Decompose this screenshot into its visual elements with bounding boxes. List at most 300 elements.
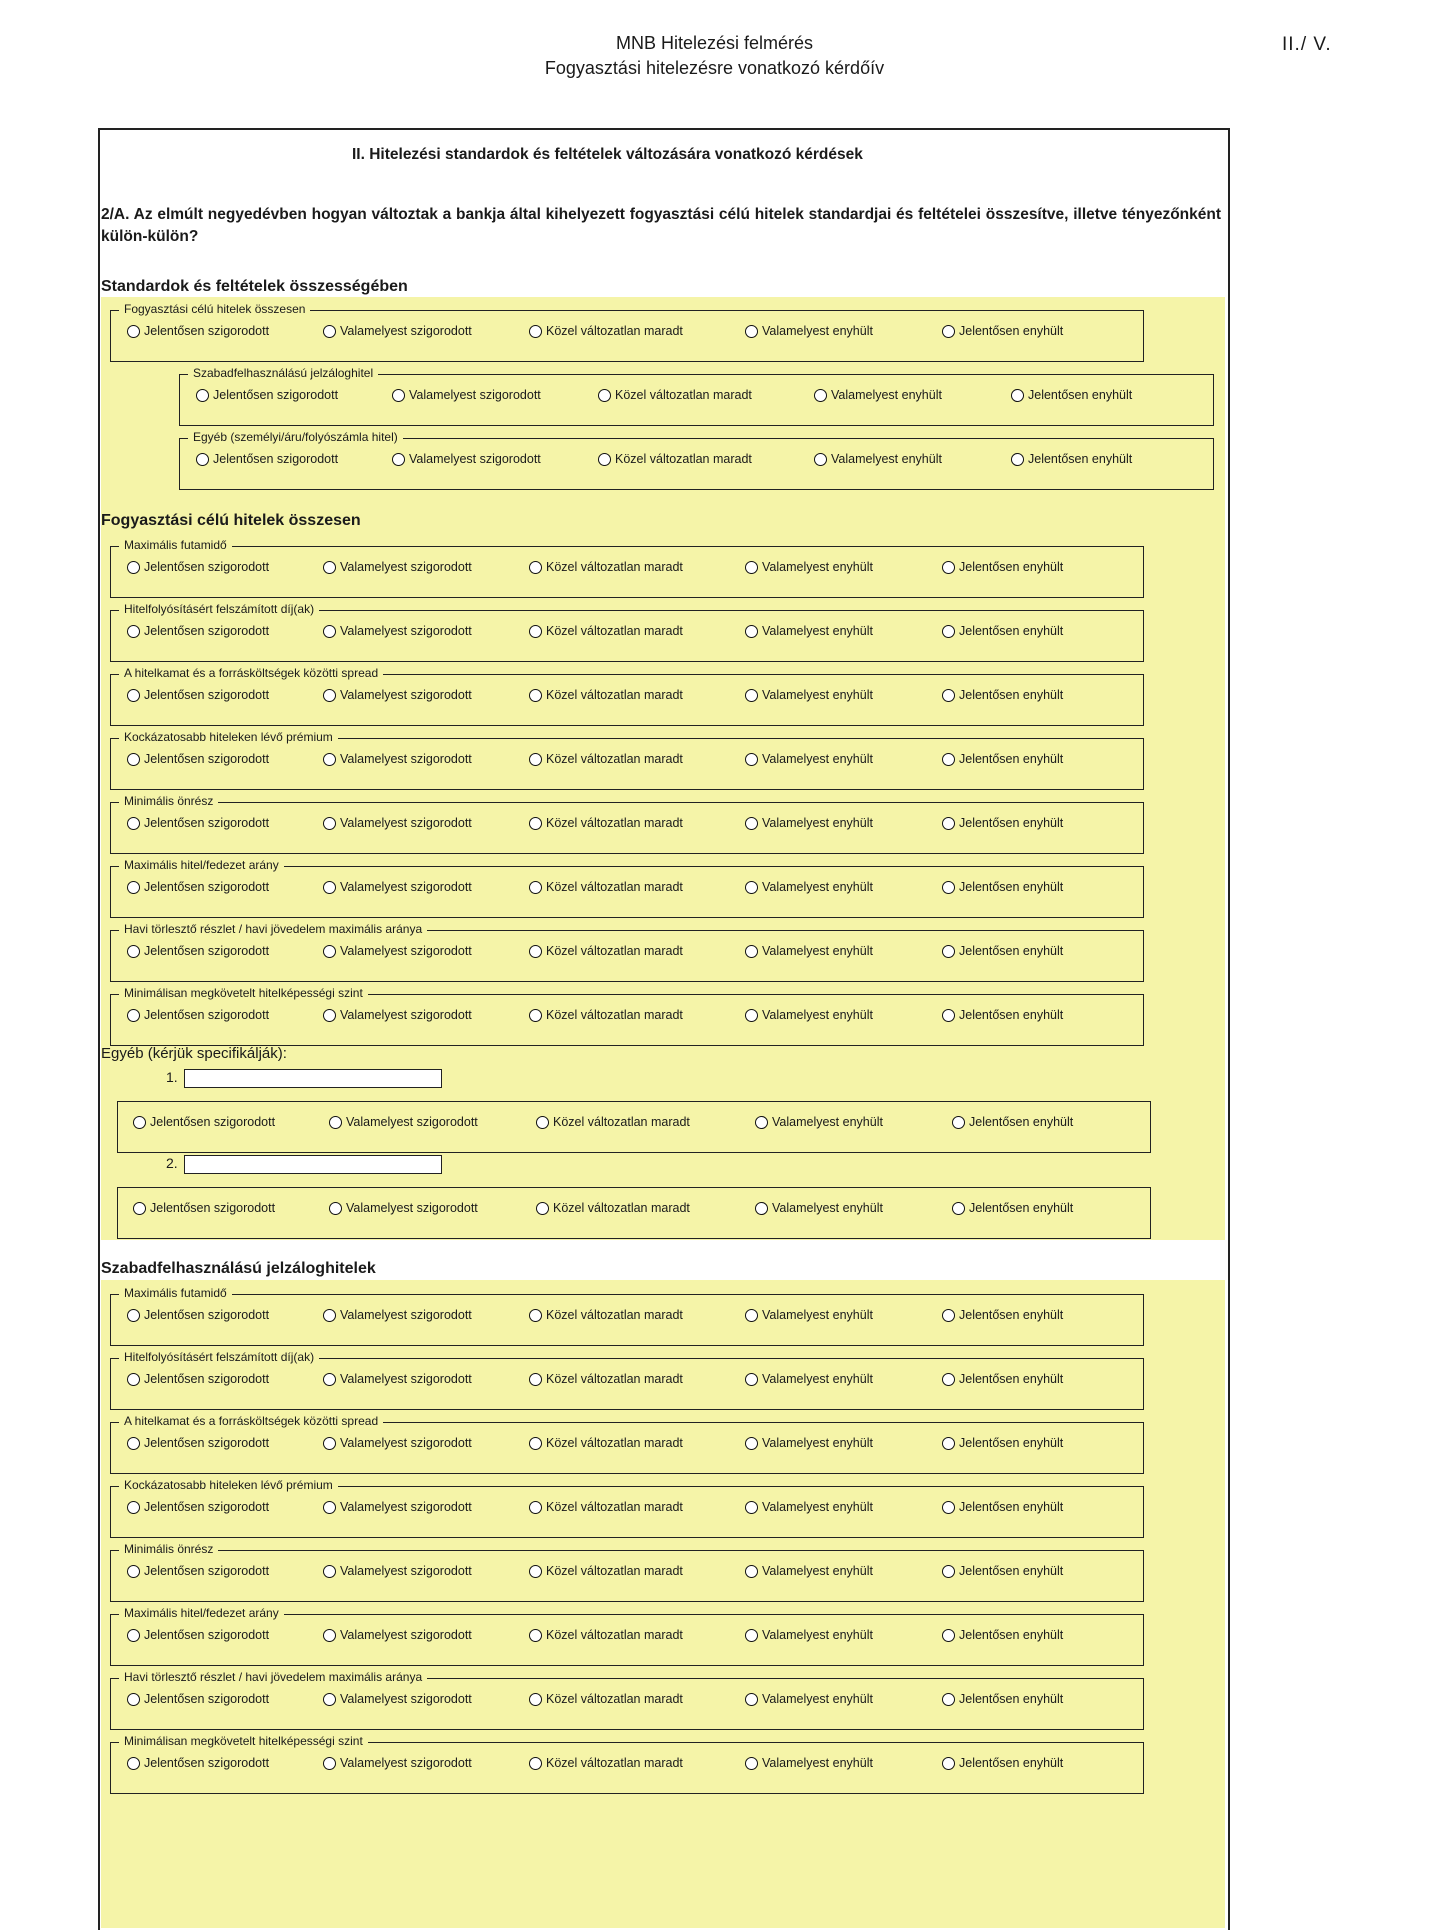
radio-option[interactable] [814,452,942,466]
radio-option[interactable] [942,752,1063,766]
radio-group [110,1350,1144,1410]
radio-option[interactable] [745,1500,873,1514]
radio-group [117,1101,1151,1153]
radio-option[interactable] [745,560,873,574]
radio-button[interactable] [392,389,405,402]
radio-option[interactable] [942,1372,1063,1386]
radio-option[interactable] [133,1201,275,1215]
radio-option-label: Jelentősen szigorodott [144,1692,270,1706]
radio-option-label: Jelentősen szigorodott [144,1564,270,1578]
radio-button[interactable] [745,1565,758,1578]
radio-option[interactable] [745,752,873,766]
radio-button[interactable] [529,1309,542,1322]
radio-button[interactable] [942,1009,955,1022]
radio-option[interactable] [127,944,269,958]
radio-button[interactable] [942,1629,955,1642]
radio-option[interactable] [529,624,683,638]
radio-option[interactable] [598,388,752,402]
radio-option[interactable] [745,624,873,638]
radio-button[interactable] [942,881,955,894]
radio-button[interactable] [745,753,758,766]
radio-option-label: Jelentősen enyhült [959,880,1064,894]
radio-option[interactable] [942,1756,1063,1770]
radio-option[interactable] [942,1008,1063,1022]
radio-button[interactable] [323,753,336,766]
radio-option[interactable] [529,944,683,958]
radio-option[interactable] [942,688,1063,702]
radio-option-label: Jelentősen enyhült [959,688,1064,702]
radio-option[interactable] [127,1564,269,1578]
radio-option[interactable] [942,1628,1063,1642]
radio-button[interactable] [529,325,542,338]
radio-button[interactable] [127,1437,140,1450]
radio-option-label: Valamelyest enyhült [762,880,873,894]
radio-option-label: Jelentősen szigorodott [144,324,270,338]
radio-option[interactable] [745,816,873,830]
radio-option-label: Közel változatlan maradt [615,388,752,402]
radio-option[interactable] [952,1115,1073,1129]
radio-option[interactable] [529,1564,683,1578]
radio-option-label: Jelentősen enyhült [959,1756,1064,1770]
radio-option[interactable] [529,1756,683,1770]
other-specify-label: Egyéb (kérjük specifikálják): [101,1045,287,1062]
radio-option-label: Valamelyest enyhült [762,1436,873,1450]
radio-button[interactable] [529,881,542,894]
radio-option-label: Valamelyest szigorodott [340,1500,472,1514]
radio-option[interactable] [745,1008,873,1022]
radio-option-label: Valamelyest szigorodott [340,944,472,958]
radio-option-label: Jelentősen szigorodott [150,1201,276,1215]
radio-group [110,1542,1144,1602]
radio-button[interactable] [127,945,140,958]
radio-option[interactable] [127,1372,269,1386]
radio-option[interactable] [942,880,1063,894]
radio-option[interactable] [529,1500,683,1514]
radio-group-legend: Minimális önrész [119,1541,218,1557]
radio-button[interactable] [127,753,140,766]
radio-button[interactable] [745,561,758,574]
radio-button[interactable] [942,1565,955,1578]
radio-button[interactable] [127,881,140,894]
radio-option[interactable] [133,1115,275,1129]
radio-button[interactable] [942,817,955,830]
radio-button[interactable] [329,1116,342,1129]
radio-option[interactable] [529,752,683,766]
radio-button[interactable] [127,561,140,574]
radio-group [110,666,1144,726]
radio-option-label: Valamelyest enyhült [772,1201,883,1215]
radio-button[interactable] [127,1309,140,1322]
radio-group-legend: Kockázatosabb hiteleken lévő prémium [119,729,338,745]
other-item-number: 1. [166,1069,178,1085]
radio-option-label: Jelentősen enyhült [959,752,1064,766]
radio-option[interactable] [127,324,269,338]
radio-option[interactable] [745,688,873,702]
radio-button[interactable] [323,325,336,338]
radio-option[interactable] [755,1201,883,1215]
radio-option[interactable] [127,1628,269,1642]
radio-option-label: Közel változatlan maradt [546,1372,683,1386]
radio-option[interactable] [127,1436,269,1450]
radio-button[interactable] [814,453,827,466]
radio-button[interactable] [392,453,405,466]
radio-button[interactable] [323,625,336,638]
radio-option-label: Jelentősen szigorodott [144,752,270,766]
radio-button[interactable] [942,1501,955,1514]
radio-button[interactable] [952,1202,965,1215]
radio-option[interactable] [127,880,269,894]
radio-option-label: Valamelyest enyhült [762,324,873,338]
radio-option[interactable] [323,1692,472,1706]
radio-option-label: Valamelyest enyhült [762,1008,873,1022]
radio-button[interactable] [127,625,140,638]
radio-button[interactable] [745,945,758,958]
radio-button[interactable] [942,625,955,638]
radio-option[interactable] [745,1692,873,1706]
radio-option-label: Közel változatlan maradt [546,1308,683,1322]
radio-option-label: Valamelyest enyhült [762,944,873,958]
radio-option[interactable] [529,324,683,338]
radio-button[interactable] [942,1757,955,1770]
radio-option[interactable] [745,1372,873,1386]
radio-option-label: Valamelyest enyhült [762,624,873,638]
radio-button[interactable] [529,1501,542,1514]
radio-option[interactable] [942,1692,1063,1706]
radio-button[interactable] [745,881,758,894]
radio-option-label: Valamelyest enyhült [762,1308,873,1322]
radio-option-label: Jelentősen szigorodott [150,1115,276,1129]
radio-button[interactable] [745,689,758,702]
radio-button[interactable] [323,561,336,574]
radio-option-label: Jelentősen enyhült [969,1201,1074,1215]
radio-option[interactable] [942,560,1063,574]
radio-button[interactable] [529,689,542,702]
radio-button[interactable] [952,1116,965,1129]
radio-option[interactable] [329,1201,478,1215]
radio-button[interactable] [196,453,209,466]
radio-option[interactable] [1011,388,1132,402]
radio-group-legend: Hitelfolyósításért felszámított díj(ak) [119,601,319,617]
radio-group [179,366,1214,426]
radio-option-label: Közel változatlan maradt [546,1436,683,1450]
radio-button[interactable] [1011,453,1024,466]
radio-option[interactable] [323,1564,472,1578]
radio-button[interactable] [942,1309,955,1322]
radio-option[interactable] [127,560,269,574]
radio-option[interactable] [323,1500,472,1514]
radio-option[interactable] [598,452,752,466]
radio-button[interactable] [942,1437,955,1450]
radio-option-label: Jelentősen enyhült [959,1500,1064,1514]
radio-option-label: Jelentősen szigorodott [144,1756,270,1770]
radio-button[interactable] [536,1202,549,1215]
radio-button[interactable] [942,325,955,338]
radio-option[interactable] [529,688,683,702]
radio-option[interactable] [329,1115,478,1129]
radio-button[interactable] [745,1501,758,1514]
radio-option[interactable] [323,816,472,830]
radio-option[interactable] [529,1008,683,1022]
radio-option[interactable] [127,816,269,830]
radio-option-label: Valamelyest szigorodott [409,388,541,402]
radio-button[interactable] [942,1373,955,1386]
radio-button[interactable] [127,1373,140,1386]
radio-option-label: Jelentősen enyhült [959,1436,1064,1450]
radio-group-legend: Szabadfelhasználású jelzáloghitel [188,365,378,381]
radio-option[interactable] [323,1008,472,1022]
radio-option-label: Valamelyest szigorodott [340,1436,472,1450]
radio-option[interactable] [127,1692,269,1706]
radio-button[interactable] [529,945,542,958]
radio-button[interactable] [745,1309,758,1322]
radio-group [110,986,1144,1046]
radio-option-label: Jelentősen szigorodott [144,1436,270,1450]
radio-button[interactable] [536,1116,549,1129]
radio-option[interactable] [942,1436,1063,1450]
radio-option[interactable] [196,388,338,402]
radio-group [110,1606,1144,1666]
radio-option-label: Jelentősen enyhült [959,816,1064,830]
radio-button[interactable] [196,389,209,402]
radio-option[interactable] [529,1372,683,1386]
radio-button[interactable] [529,561,542,574]
radio-button[interactable] [529,1565,542,1578]
radio-button[interactable] [323,1693,336,1706]
radio-button[interactable] [529,1693,542,1706]
radio-group [110,922,1144,982]
radio-button[interactable] [133,1116,146,1129]
radio-button[interactable] [329,1202,342,1215]
radio-button[interactable] [323,1757,336,1770]
radio-option[interactable] [323,624,472,638]
radio-button[interactable] [942,945,955,958]
radio-option[interactable] [323,1308,472,1322]
radio-option[interactable] [323,560,472,574]
radio-option[interactable] [323,688,472,702]
radio-button[interactable] [942,753,955,766]
radio-option[interactable] [1011,452,1132,466]
radio-button[interactable] [598,389,611,402]
radio-option-label: Valamelyest szigorodott [340,752,472,766]
radio-option-label: Jelentősen szigorodott [213,452,339,466]
radio-option-label: Jelentősen szigorodott [144,1308,270,1322]
radio-option[interactable] [127,752,269,766]
radio-option[interactable] [127,1756,269,1770]
radio-option[interactable] [323,1756,472,1770]
radio-option[interactable] [323,944,472,958]
radio-option[interactable] [529,1692,683,1706]
radio-option[interactable] [127,1008,269,1022]
radio-option-label: Valamelyest szigorodott [340,1756,472,1770]
radio-group-legend: Havi törlesztő részlet / havi jövedelem maximális aránya [119,1669,427,1685]
radio-button[interactable] [942,561,955,574]
radio-button[interactable] [745,817,758,830]
radio-group [110,1734,1144,1794]
radio-option[interactable] [196,452,338,466]
radio-option[interactable] [529,1308,683,1322]
radio-option[interactable] [323,880,472,894]
radio-button[interactable] [127,1757,140,1770]
radio-option[interactable] [745,944,873,958]
radio-option[interactable] [127,688,269,702]
radio-group [110,538,1144,598]
radio-option[interactable] [745,1308,873,1322]
radio-option-label: Közel változatlan maradt [546,560,683,574]
radio-option-label: Valamelyest enyhült [762,752,873,766]
radio-button[interactable] [942,689,955,702]
radio-button[interactable] [529,1757,542,1770]
radio-option[interactable] [942,624,1063,638]
other-specify-input-1[interactable] [184,1069,442,1088]
radio-button[interactable] [323,945,336,958]
radio-button[interactable] [1011,389,1024,402]
radio-button[interactable] [755,1202,768,1215]
radio-option[interactable] [323,1372,472,1386]
radio-option[interactable] [127,1500,269,1514]
radio-button[interactable] [745,325,758,338]
radio-button[interactable] [127,1693,140,1706]
radio-option-label: Jelentősen enyhült [959,1628,1064,1642]
radio-button[interactable] [745,1757,758,1770]
radio-option[interactable] [529,1436,683,1450]
radio-option[interactable] [529,816,683,830]
radio-option-label: Valamelyest enyhült [762,1756,873,1770]
radio-button[interactable] [127,1629,140,1642]
radio-button[interactable] [745,1009,758,1022]
radio-option[interactable] [323,1628,472,1642]
other-specify-input-2[interactable] [184,1155,442,1174]
radio-group-legend: Fogyasztási célú hitelek összesen [119,301,310,317]
radio-button[interactable] [323,1437,336,1450]
radio-option[interactable] [536,1115,690,1129]
radio-button[interactable] [127,1565,140,1578]
radio-option[interactable] [745,324,873,338]
radio-button[interactable] [598,453,611,466]
radio-option[interactable] [745,880,873,894]
radio-option[interactable] [392,452,541,466]
radio-option[interactable] [392,388,541,402]
radio-option-label: Valamelyest szigorodott [340,1372,472,1386]
radio-option[interactable] [127,624,269,638]
radio-option-label: Közel változatlan maradt [546,688,683,702]
radio-option-label: Valamelyest enyhült [772,1115,883,1129]
radio-option[interactable] [127,1308,269,1322]
radio-option-label: Valamelyest enyhült [762,688,873,702]
radio-button[interactable] [323,1309,336,1322]
radio-option-label: Jelentősen enyhült [959,1008,1064,1022]
radio-button[interactable] [127,1009,140,1022]
radio-option[interactable] [942,944,1063,958]
radio-option-label: Közel változatlan maradt [546,1008,683,1022]
radio-option[interactable] [529,880,683,894]
radio-option[interactable] [942,1500,1063,1514]
radio-button[interactable] [529,625,542,638]
radio-button[interactable] [529,817,542,830]
radio-button[interactable] [323,817,336,830]
radio-option-label: Valamelyest szigorodott [340,624,472,638]
radio-button[interactable] [745,1373,758,1386]
radio-group-legend: Maximális futamidő [119,537,232,553]
radio-button[interactable] [745,1693,758,1706]
radio-option[interactable] [755,1115,883,1129]
radio-button[interactable] [529,1437,542,1450]
radio-option-label: Közel változatlan maradt [553,1201,690,1215]
radio-button[interactable] [323,1009,336,1022]
radio-button[interactable] [529,1373,542,1386]
radio-group-legend: A hitelkamat és a forrásköltségek közötti spread [119,665,383,681]
radio-option[interactable] [529,1628,683,1642]
radio-option[interactable] [942,324,1063,338]
radio-button[interactable] [127,325,140,338]
radio-button[interactable] [529,753,542,766]
radio-option-label: Valamelyest enyhült [762,560,873,574]
radio-option-label: Jelentősen szigorodott [144,624,270,638]
radio-button[interactable] [529,1629,542,1642]
radio-button[interactable] [127,817,140,830]
radio-option[interactable] [745,1436,873,1450]
radio-option[interactable] [536,1201,690,1215]
radio-option-label: Jelentősen szigorodott [144,688,270,702]
radio-option[interactable] [529,560,683,574]
radio-option-label: Közel változatlan maradt [546,752,683,766]
radio-group [110,602,1144,662]
radio-button[interactable] [814,389,827,402]
radio-option[interactable] [745,1564,873,1578]
radio-button[interactable] [127,689,140,702]
survey-subtitle: Fogyasztási hitelezésre vonatkozó kérdőív [544,58,885,78]
radio-option-label: Valamelyest enyhült [831,388,942,402]
radio-button[interactable] [323,689,336,702]
radio-option-label: Jelentősen enyhült [959,324,1064,338]
radio-option[interactable] [952,1201,1073,1215]
radio-option-label: Közel változatlan maradt [546,816,683,830]
radio-option-label: Valamelyest enyhült [831,452,942,466]
radio-group-legend: Kockázatosabb hiteleken lévő prémium [119,1477,338,1493]
radio-group [117,1187,1151,1239]
radio-option[interactable] [942,816,1063,830]
radio-button[interactable] [323,1501,336,1514]
radio-option[interactable] [323,1436,472,1450]
radio-button[interactable] [323,881,336,894]
radio-button[interactable] [942,1693,955,1706]
radio-option-label: Valamelyest enyhült [762,1500,873,1514]
radio-option[interactable] [942,1308,1063,1322]
section-title: II. Hitelezési standardok és feltételek változására vonatkozó kérdések [352,146,863,163]
radio-button[interactable] [323,1629,336,1642]
radio-option[interactable] [745,1756,873,1770]
radio-button[interactable] [323,1373,336,1386]
radio-button[interactable] [127,1501,140,1514]
radio-option-label: Jelentősen enyhült [1028,452,1133,466]
radio-option-label: Jelentősen szigorodott [144,1628,270,1642]
radio-button[interactable] [745,625,758,638]
radio-option-label: Közel változatlan maradt [546,944,683,958]
radio-option[interactable] [814,388,942,402]
radio-button[interactable] [745,1629,758,1642]
radio-button[interactable] [529,1009,542,1022]
radio-button[interactable] [323,1565,336,1578]
radio-option[interactable] [942,1564,1063,1578]
survey-title: MNB Hitelezési felmérés [615,33,814,53]
radio-option[interactable] [323,324,472,338]
radio-option[interactable] [323,752,472,766]
radio-button[interactable] [133,1202,146,1215]
radio-option[interactable] [745,1628,873,1642]
radio-option-label: Jelentősen szigorodott [213,388,339,402]
radio-button[interactable] [745,1437,758,1450]
question-text: 2/A. Az elmúlt negyedévben hogyan változtak a bankja által kihelyezett fogyasztási célú hitelek standardjai és feltételei összesítve, illetve tényezőnként külön-külön? [101,206,1221,245]
radio-button[interactable] [755,1116,768,1129]
